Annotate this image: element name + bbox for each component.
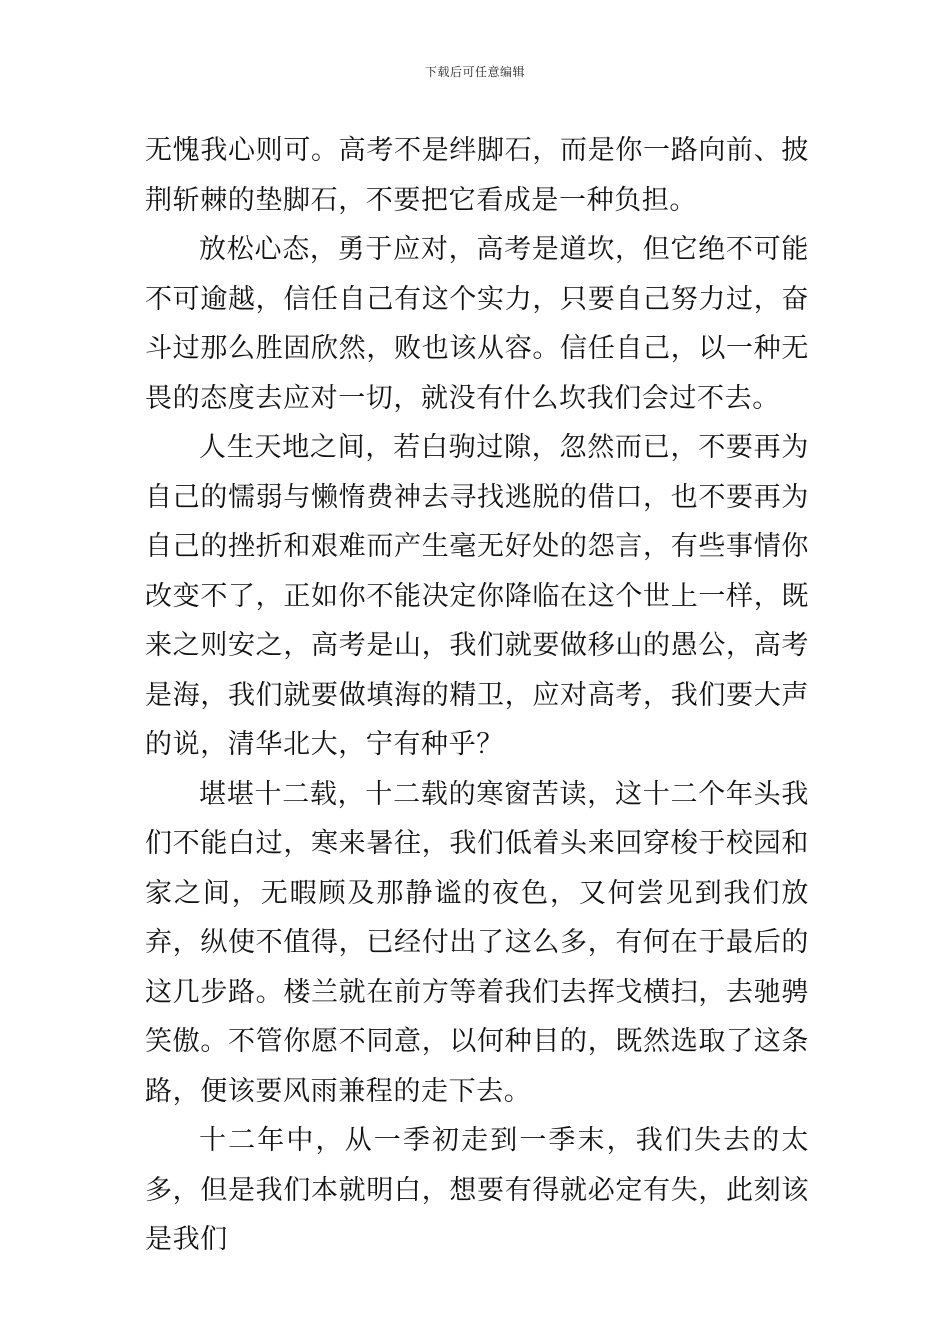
- paragraph-3: 人生天地之间，若白驹过隙，忽然而已，不要再为自己的懦弱与懒惰费神去寻找逃脱的借口，也不要再为自己的挫折和艰难而产生毫无好处的怨言，有些事情你改变不了，正如你不能决定你降临在这个世上一样，既来之则安之，高考是山，我们就要做移山的愚公，高考是海，我们就要做填海的精卫，应对高考，我们要大声的说，清华北大，宁有种乎？: [145, 432, 809, 760]
- page-header: 下载后可任意编辑: [424, 65, 525, 79]
- paragraph-4: 堪堪十二载，十二载的寒窗苦读，这十二个年头我们不能白过，寒来暑往，我们低着头来回穿梭于校园和家之间，无暇顾及那静谧的夜色，又何尝见到我们放弃，纵使不值得，已经付出了这么多，有何在于最后的这几步路。楼兰就在前方等着我们去挥戈横扫，去驰骋笑傲。不管你愿不同意，以何种目的，既然选取了这条路，便该要风雨兼程的走下去。: [145, 778, 809, 1107]
- paragraph-5: 十二年中，从一季初走到一季末，我们失去的太多，但是我们本就明白，想要有得就必定有失，此刻该是我们: [145, 1125, 809, 1255]
- document-body: [145, 126, 809, 1265]
- paragraph-1: 无愧我心则可。高考不是绊脚石，而是你一路向前、披荆斩棘的垫脚石，不要把它看成是一种负担。: [145, 135, 809, 216]
- paragraph-2: 放松心态，勇于应对，高考是道坎，但它绝不可能不可逾越，信任自己有这个实力，只要自己努力过，奋斗过那么胜固欣然，败也该从容。信任自己，以一种无畏的态度去应对一切，就没有什么坎我们会过不去。: [145, 234, 809, 414]
